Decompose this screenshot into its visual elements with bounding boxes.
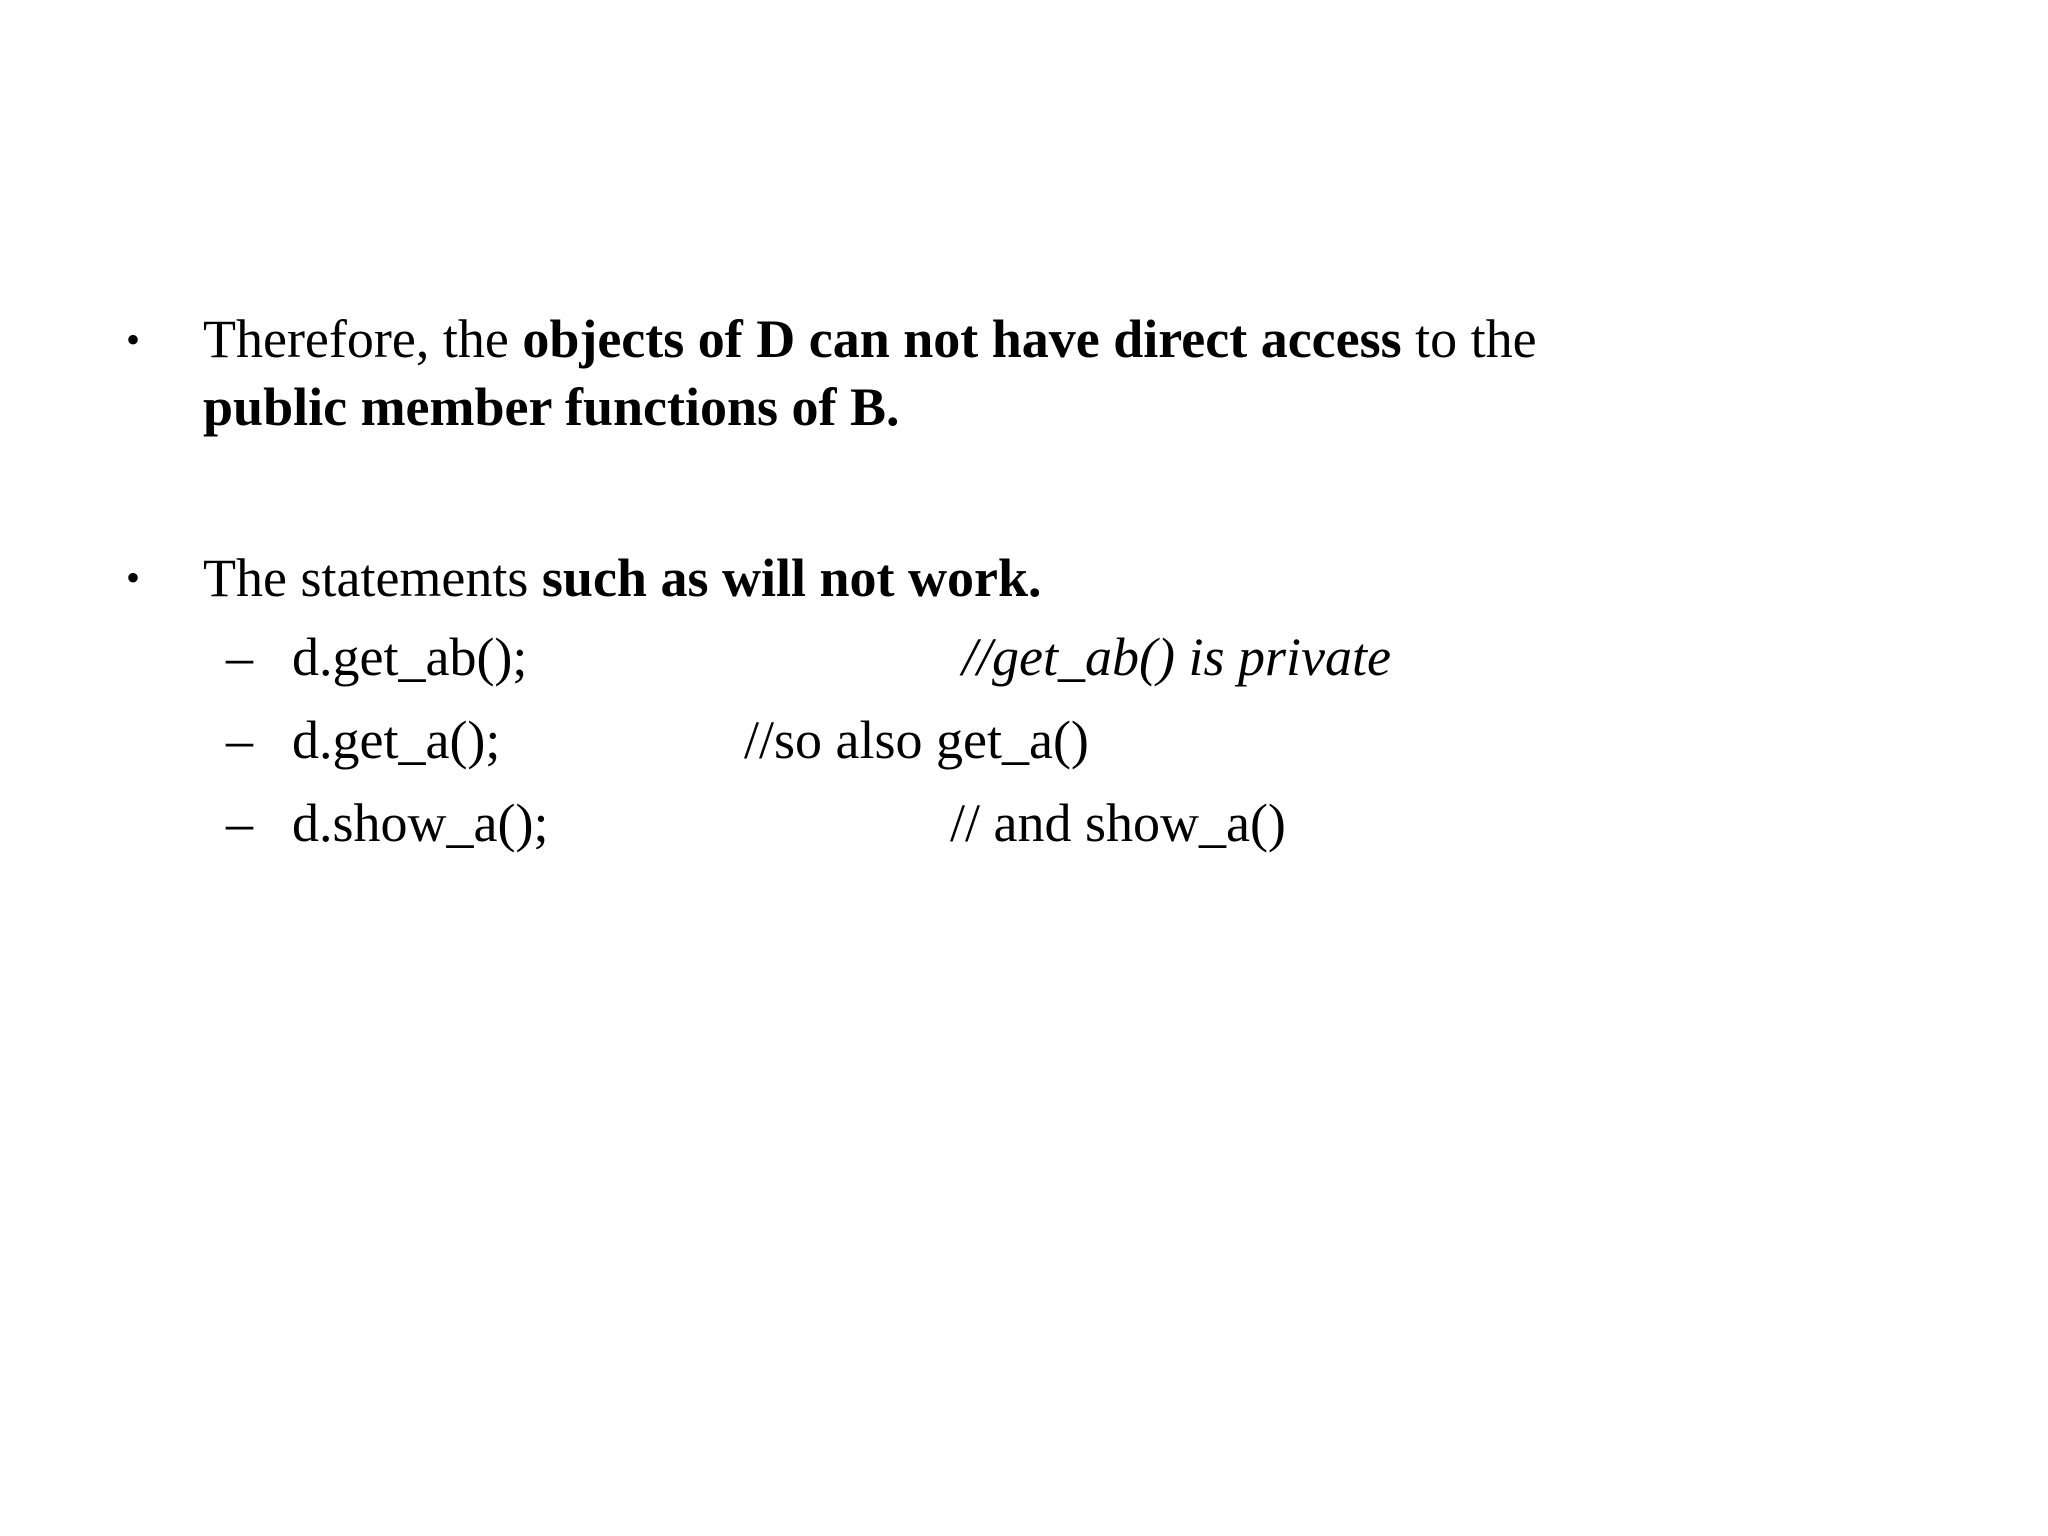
dash-marker: – xyxy=(226,710,253,770)
sub-item-1-comment: //get_ab() is private xyxy=(962,627,1391,687)
bullet-marker: • xyxy=(126,555,141,600)
bullet-item-1 xyxy=(203,305,1537,441)
dash-marker: – xyxy=(226,627,253,687)
sub-item-2-code: d.get_a(); xyxy=(292,710,501,770)
sub-item-2-comment: //so also get_a() xyxy=(744,710,1089,770)
bullet-marker: • xyxy=(126,317,141,362)
bullet-1-bold-1: objects of D can not have direct access xyxy=(522,309,1402,369)
sub-item-1-code: d.get_ab(); xyxy=(292,627,528,687)
bullet-2-bold-1: such as will not work. xyxy=(541,548,1042,608)
bullet-1-text-2: to the xyxy=(1401,309,1537,369)
bullet-2-text-1: The statements xyxy=(203,548,542,608)
sub-item-3-code: d.show_a(); xyxy=(292,793,549,853)
sub-item-3-comment: // and show_a() xyxy=(950,793,1286,853)
bullet-1-text-1: Therefore, the xyxy=(203,309,523,369)
bullet-1-bold-2: public member functions of B. xyxy=(203,377,900,437)
bullet-item-2 xyxy=(203,544,1042,612)
dash-marker: – xyxy=(226,793,253,853)
